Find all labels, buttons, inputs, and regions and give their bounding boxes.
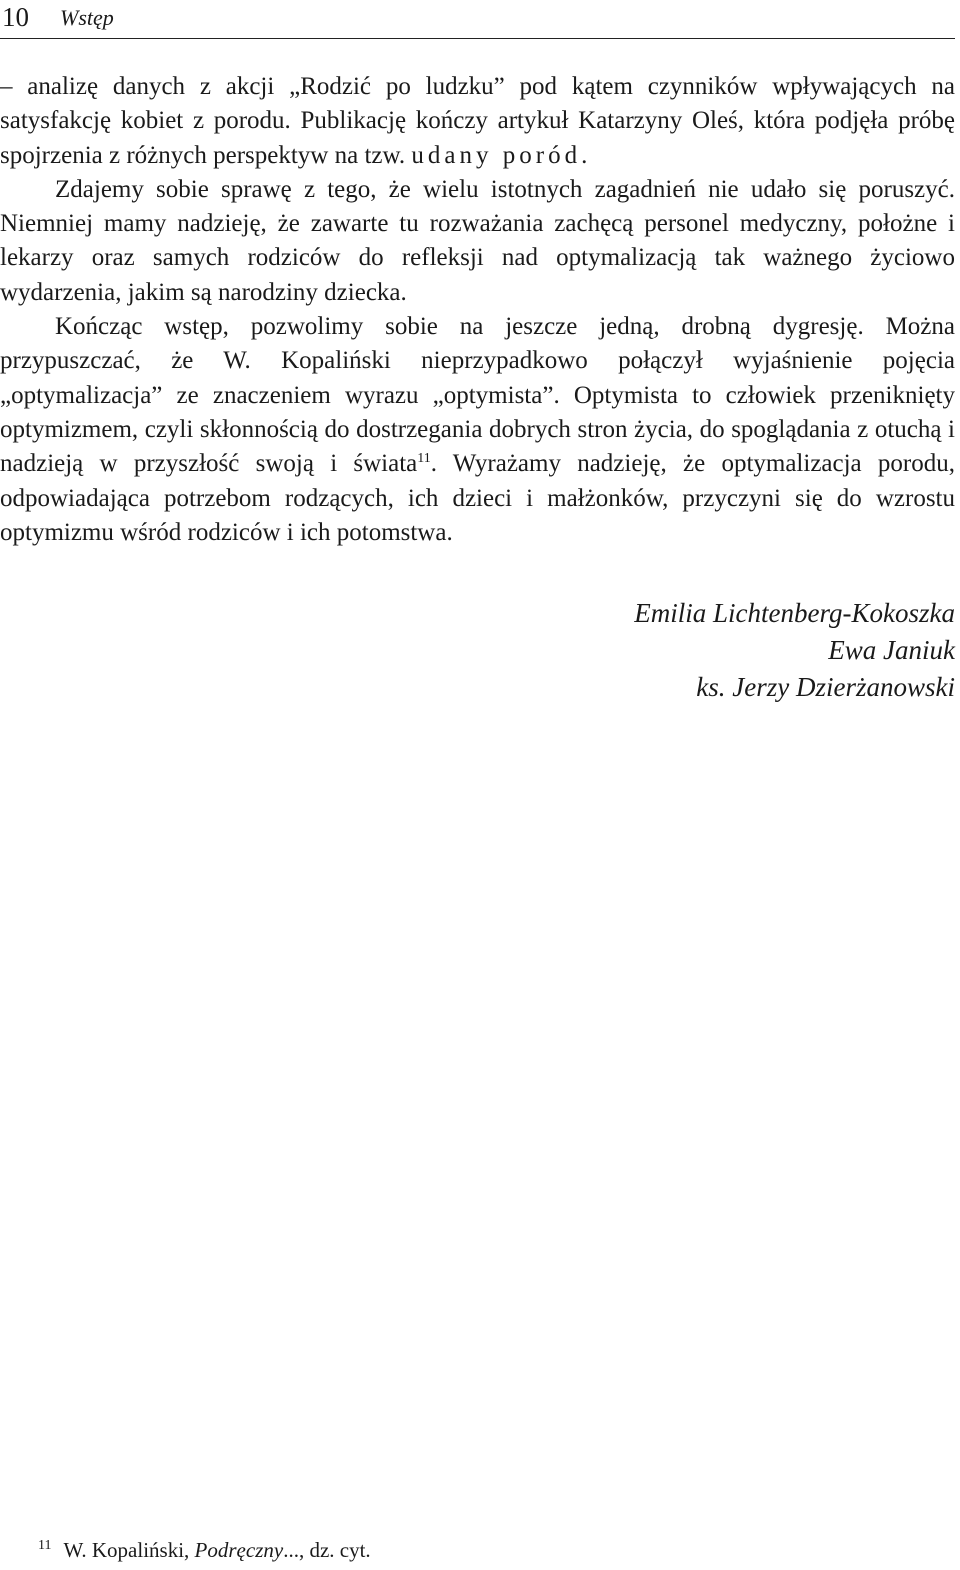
footnote-author: W. Kopaliński, bbox=[63, 1538, 195, 1562]
paragraph-3-text: Kończąc wstęp, pozwolimy sobie na jeszcze jedną, drobną dygresję. Można przypuszczać, że W. Kopaliński nieprzypadkowo połączył wyjaśnienie pojęcia „optymalizacja” ze znaczeniem wyrazu „optymista”. Optymista to człowiek przeniknięty optymizmem, czyli skłonnością do dostrzegania dobrych stron życia, do spoglądania z otuchą i nadzieją w przyszłość swoją i świata bbox=[0, 313, 955, 478]
signature-author-2: Ewa Janiuk bbox=[828, 635, 955, 665]
page-number: 10 bbox=[2, 2, 29, 32]
paragraph-3-end: . Wyrażamy nadzieję, że optymalizacja porodu, odpowiadająca potrzebom rodzących, ich dzieci i małżonków, przyczyni się do wzrostu optymizmu wśród rodziców i ich potomstwa. bbox=[0, 450, 955, 546]
footnote-reference[interactable]: 11 bbox=[417, 451, 431, 467]
page-header bbox=[0, 0, 955, 39]
footnote-number: 11 bbox=[38, 1538, 52, 1553]
signature-author-1: Emilia Lichtenberg-Kokoszka bbox=[634, 598, 955, 628]
footnote bbox=[38, 1535, 371, 1565]
footnote-rest: ..., dz. cyt. bbox=[283, 1538, 371, 1562]
paragraph-1-end: . bbox=[581, 141, 588, 169]
paragraph-1-text: – analizę danych z akcji „Rodzić po ludzku” pod kątem czynników wpływających na satysfakcję kobiet z porodu. Publikację kończy artykuł Katarzyny Oleś, która podjęła próbę spojrzenia z różnych perspektyw na tzw. bbox=[0, 73, 955, 169]
footnote-title: Podręczny bbox=[194, 1538, 284, 1562]
paragraph-1 bbox=[0, 70, 955, 173]
spaced-term: udany poród bbox=[411, 141, 582, 169]
signatures bbox=[634, 595, 955, 706]
paragraph-2: Zdajemy sobie sprawę z tego, że wielu istotnych zagadnień nie udało się poruszyć. Niemniej mamy nadzieję, że zawarte tu rozważania zachęcą personel medyczny, położne i lekarzy oraz samych rodziców do refleksji nad optymalizacją tak ważnego życiowo wydarzenia, jakim są narodziny dziecka. bbox=[0, 175, 955, 306]
running-title: Wstęp bbox=[60, 5, 114, 30]
signature-author-3: ks. Jerzy Dzierżanowski bbox=[696, 672, 955, 702]
paragraph-3 bbox=[0, 310, 955, 550]
main-text bbox=[0, 70, 955, 550]
